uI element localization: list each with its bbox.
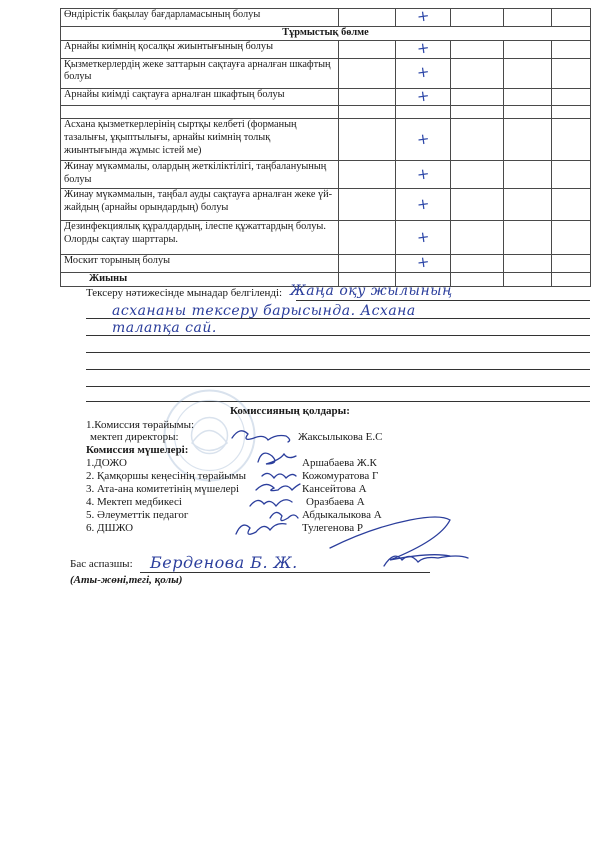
check-mark: +	[415, 6, 431, 26]
member-name: Тулегенова Р	[302, 522, 363, 534]
check-mark: +	[415, 226, 431, 247]
requirement-cell: Жинау мүкәммалы, олардың жеткіліктілігі, таңбалануының болуы	[61, 161, 339, 189]
signature	[236, 524, 286, 535]
requirement-cell: Дезинфекциялық құралдардың, ілеспе құжаттардың болуы. Олорды сақтау шарттары.	[61, 221, 339, 255]
check-mark: +	[415, 193, 431, 214]
member-role: 3. Ата-ана комитетінің мүшелері	[86, 483, 240, 495]
chair-role-line-2: мектеп директоры:	[90, 431, 179, 443]
handwritten-result-line-2: асхананы тексеру барысында. Асхана	[112, 303, 416, 319]
check-mark: +	[415, 252, 431, 273]
underline	[140, 572, 430, 573]
member-name: Оразбаева А	[306, 496, 365, 508]
requirement-cell: Жинау мүкәммалын, таңбал ауды сақтауға арналған жеке үй-жайдың (арнайы орындардың) болуы	[61, 189, 339, 221]
total-label: Жиыны	[61, 273, 339, 287]
head-cook-label: Бас аспазшы:	[70, 558, 133, 570]
check-mark: +	[415, 61, 431, 82]
member-role: 4. Мектеп медбикесі	[86, 496, 182, 508]
signature	[270, 512, 298, 520]
handwritten-result-line-3: талапқа сай.	[112, 320, 217, 336]
head-cook-note: (Аты-жөні,тегі, қолы)	[70, 574, 183, 586]
check-mark: +	[415, 85, 431, 106]
result-label: Тексеру нәтижесінде мынадар белгіленді:	[86, 287, 283, 299]
chair-role-line-1: 1.Комиссия төрайымы:	[86, 419, 195, 431]
signature	[330, 517, 450, 560]
members-label: Комиссия мүшелері:	[86, 444, 189, 456]
requirement-cell: Москит торының болуы	[61, 255, 339, 273]
signature	[256, 484, 300, 491]
member-role: 5. Әлеуметтік педагог	[86, 509, 189, 521]
chair-name: Жаксылыкова Е.С	[298, 431, 383, 443]
check-mark: +	[415, 163, 431, 184]
requirement-cell: Өндірістік бақылау бағдарламасының болуы	[61, 9, 339, 27]
member-role: 1.ДОЖО	[86, 457, 127, 469]
signature	[250, 500, 292, 506]
member-role: 6. ДШЖО	[86, 522, 134, 534]
section-title: Тұрмыстық бөлме	[61, 26, 591, 40]
check-mark: +	[415, 37, 431, 58]
signature	[258, 453, 296, 464]
member-name: Кожомуратова Г	[302, 470, 379, 482]
member-name: Аршабаева Ж.К	[302, 457, 377, 469]
requirement-cell: Арнайы киімді сақтауға арналған шкафтың болуы	[61, 88, 339, 106]
signature	[232, 431, 290, 442]
requirement-cell: Арнайы киімнің қосалқы жиынтығының болуы	[61, 40, 339, 58]
requirement-cell: Асхана қызметкерлерінің сыртқы келбеті (форманың тазалығы, ұқыптылығы, арнайы киімнің толық жиынтығында жұмыс істей ме)	[61, 119, 339, 161]
member-name: Абдыкалыкова А	[302, 509, 382, 521]
member-role: 2. Қамқоршы кеңесінің төрайымы	[86, 470, 246, 482]
check-mark: +	[415, 128, 431, 149]
requirement-cell: Қызметкерлердің жеке заттарын сақтауға арналған шкафтың болуы	[61, 58, 339, 88]
member-name: Кансейтова А	[302, 483, 367, 495]
commission-title: Комиссияның қолдары:	[230, 405, 350, 417]
handwritten-result-line-1: Жаңа оқу жылының	[290, 283, 453, 299]
signature	[262, 473, 296, 478]
head-cook-handwritten-name: Берденова Б. Ж.	[150, 553, 298, 572]
